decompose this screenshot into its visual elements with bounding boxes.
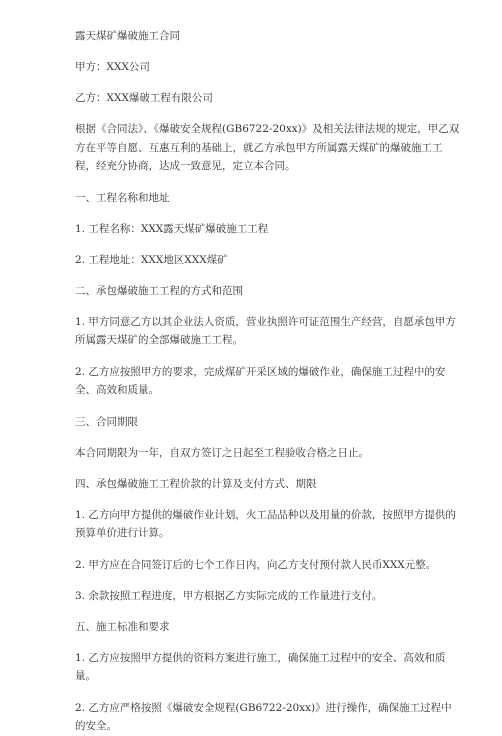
section-heading: 二、承包爆破施工工程的方式和范围 — [75, 284, 243, 297]
section-heading: 五、施工标准和要求 — [75, 620, 170, 633]
section-item: 1. 工程名称：XXX露天煤矿爆破施工工程 — [75, 222, 269, 235]
section-item: 1. 乙方向甲方提供的爆破作业计划，火工品品种以及用量的价款，按照甲方提供的预算单价进行计算。 — [75, 508, 456, 539]
section-item: 2. 乙方应按照甲方的要求，完成煤矿开采区域的爆破作业，确保施工过程中的安全、高效和质量。 — [75, 365, 446, 396]
section-item: 2. 乙方应严格按照《爆破安全规程(GB6722-20xx)》进行操作，确保施工过程中的安全。 — [75, 701, 452, 732]
section-heading: 四、承包爆破施工工程价款的计算及支付方式、期限 — [75, 477, 317, 490]
party-a-line: 甲方：XXX公司 — [75, 61, 150, 73]
section-item: 3. 余款按照工程进度，甲方根据乙方实际完成的工作量进行支付。 — [75, 589, 383, 602]
section-heading: 三、合同期限 — [75, 415, 138, 428]
intro-paragraph: 根据《合同法》、《爆破安全规程(GB6722-20xx)》及相关法律法规的规定，甲乙双方在平等自愿、互惠互利的基础上，就乙方承包甲方所属露天煤矿的爆破施工工程，经充分协商，达成一致意见，定立本合同。 — [75, 123, 460, 172]
section-heading: 一、工程名称和地址 — [75, 191, 170, 204]
section-item: 本合同期限为一年，自双方签订之日起至工程验收合格之日止。 — [75, 446, 369, 459]
document-title: 露天煤矿爆破施工合同 — [75, 30, 180, 42]
section-item: 1. 乙方应按照甲方提供的资料方案进行施工，确保施工过程中的安全、高效和质量。 — [75, 651, 446, 682]
section-item: 2. 工程地址：XXX地区XXX煤矿 — [75, 253, 228, 266]
party-b-line: 乙方：XXX爆破工程有限公司 — [75, 92, 213, 104]
section-item: 1. 甲方同意乙方以其企业法人资质，营业执照许可证范围生产经营，自愿承包甲方所属露天煤矿的全部爆破施工工程。 — [75, 315, 456, 346]
section-item: 2. 甲方应在合同签订后的七个工作日内，向乙方支付预付款人民币XXX元整。 — [75, 558, 437, 571]
